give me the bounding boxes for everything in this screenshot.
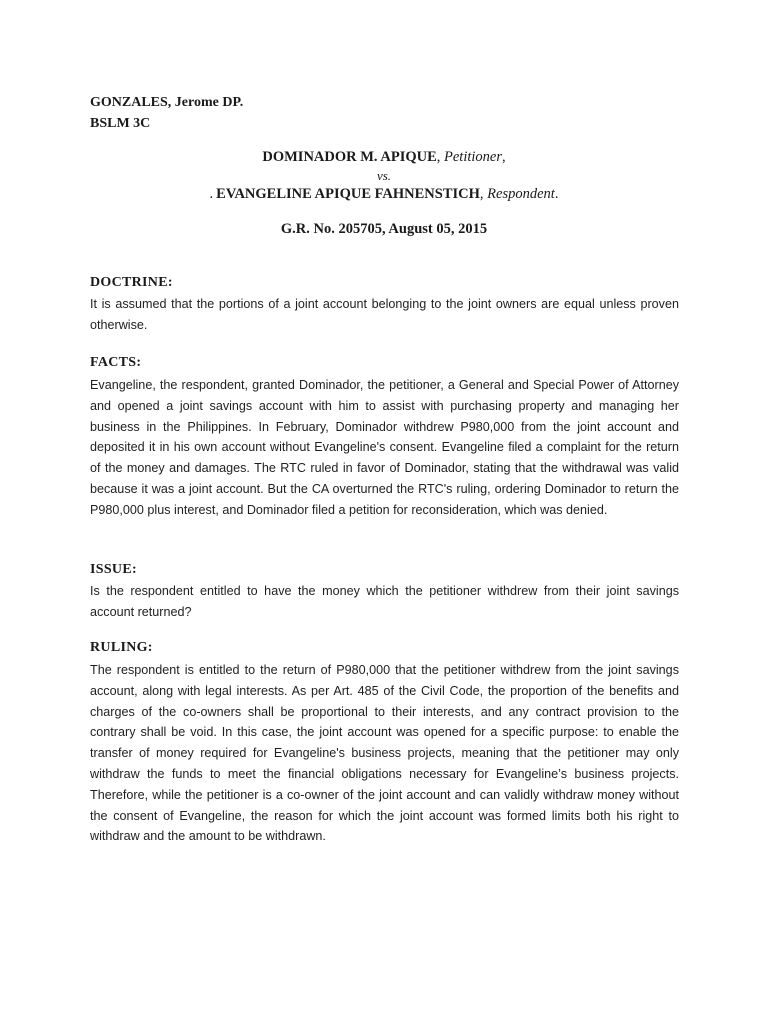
petitioner-line: DOMINADOR M. APIQUE, Petitioner, [262, 149, 506, 165]
author-name: GONZALES, Jerome DP. [90, 95, 244, 110]
respondent-line: . EVANGELINE APIQUE FAHNENSTICH, Respondent. [209, 186, 559, 202]
doctrine-heading: DOCTRINE: [90, 275, 173, 290]
issue-heading: ISSUE: [90, 562, 137, 577]
issue-text: Is the respondent entitled to have the money which the petitioner withdrew from their joint savings account returned? [90, 584, 679, 619]
facts-heading: FACTS: [90, 355, 142, 370]
author-section: BSLM 3C [90, 116, 151, 131]
ruling-text: The respondent is entitled to the return of P980,000 that the petitioner withdrew from the joint savings account, along with legal interests. As per Art. 485 of the Civil Code, the proportion of the benefits and charges of the co-owners shall be proportional to their interests, and any contract provision to the contrary shall be void. In this case, the joint account was opened for a specific purpose: to enable the transfer of money required for Evangeline's business projects, meaning that the petitioner may only withdraw the funds to meet the financial obligations necessary for Evangeline’s business projects. Therefore, while the petitioner is a co-owner of the joint account and can validly withdraw money without the consent of Evangeline, the reason for which the joint account was formed limits both his right to withdraw and the amount to be withdrawn. [90, 663, 679, 844]
facts-text: Evangeline, the respondent, granted Dominador, the petitioner, a General and Special Power of Attorney and opened a joint savings account with him to assist with purchasing property and managing her business in the Philippines. In February, Dominador withdrew P980,000 from the joint account and deposited it in his own account without Evangeline's consent. Evangeline filed a complaint for the return of the money and damages. The RTC ruled in favor of Dominador, stating that the withdrawal was valid because it was a joint account. But the CA overturned the RTC's ruling, ordering Dominador to return the P980,000 plus interest, and Dominador filed a petition for reconsideration, which was denied. [90, 378, 679, 517]
respondent-name: EVANGELINE APIQUE FAHNENSTICH [216, 186, 480, 202]
gr-number: G.R. No. 205705, August 05, 2015 [280, 221, 488, 237]
petitioner-name: DOMINADOR M. APIQUE [262, 149, 437, 165]
ruling-heading: RULING: [90, 640, 153, 655]
doctrine-text: It is assumed that the portions of a joint account belonging to the joint owners are equal unless proven otherwise. [90, 297, 679, 332]
petitioner-role: Petitioner [444, 149, 503, 165]
versus-label: vs. [376, 168, 392, 183]
respondent-role: Respondent [487, 186, 555, 202]
respondent-prefix: . [209, 186, 214, 202]
